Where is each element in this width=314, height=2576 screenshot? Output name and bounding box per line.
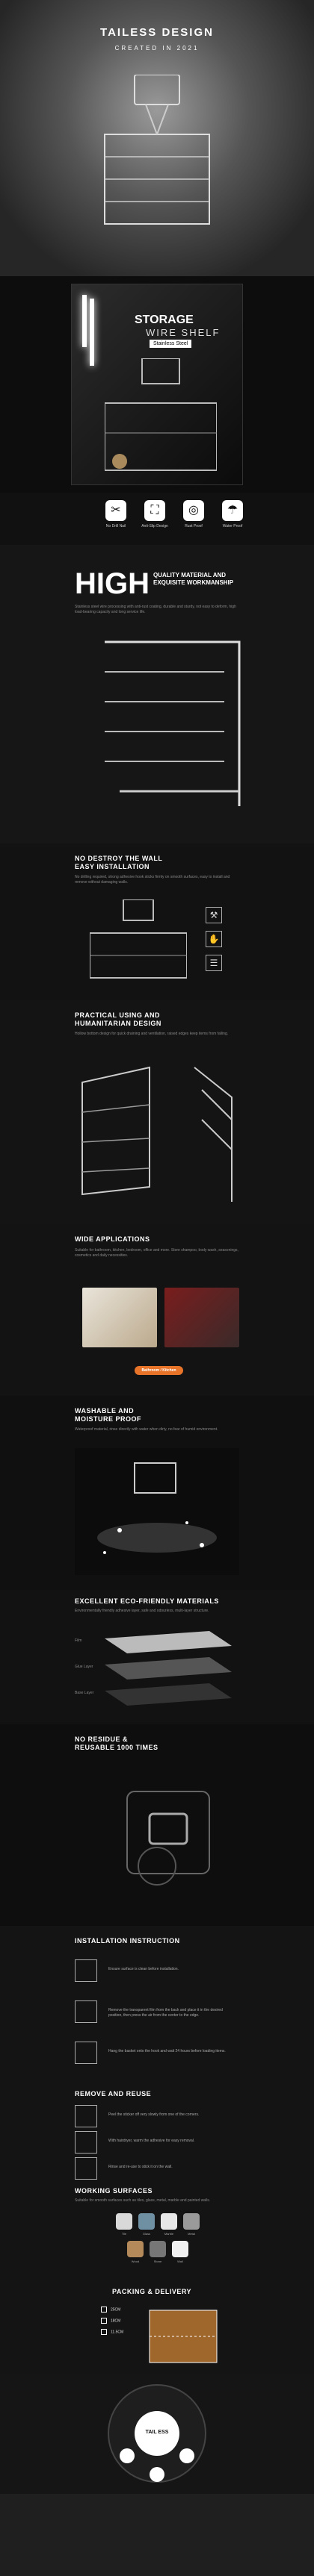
shelf-icon: ☰ bbox=[206, 955, 222, 971]
waterproof-section bbox=[0, 1396, 314, 1590]
step-text: Ensure surface is clean before installation. bbox=[108, 1967, 179, 1971]
surface-label: Stone bbox=[153, 2260, 162, 2263]
water-title-line2: MOISTURE PROOF bbox=[75, 1415, 142, 1423]
surface-swatch bbox=[161, 2213, 177, 2230]
remove-step bbox=[75, 2105, 239, 2135]
eco-text: Environmentally friendly adhesive layer, safe and odourless, multi-layer structure. bbox=[75, 1609, 209, 1613]
pack-size bbox=[101, 2329, 123, 2335]
bottom-brand-label: TAIL ESS bbox=[145, 2430, 169, 2435]
quality-title bbox=[153, 572, 233, 587]
surface-label: Metal bbox=[188, 2232, 195, 2236]
water-title bbox=[75, 1407, 141, 1423]
pack-size-label: 25CM bbox=[111, 2307, 121, 2313]
design-section bbox=[0, 1000, 314, 1224]
applications-section bbox=[0, 1224, 314, 1396]
features-row bbox=[0, 493, 314, 545]
step-image bbox=[75, 2000, 97, 2023]
feature-label: No Drill Nail bbox=[105, 524, 126, 528]
quality-title-line1: QUALITY MATERIAL AND bbox=[153, 572, 227, 578]
surface-label: Tile bbox=[121, 2232, 127, 2236]
remove-step bbox=[75, 2131, 239, 2161]
surfaces-title: WORKING SURFACES bbox=[75, 2187, 153, 2195]
layers-diagram bbox=[105, 1631, 232, 1713]
bottom-brand-section bbox=[0, 2374, 314, 2494]
surface-label: Glass bbox=[142, 2232, 151, 2236]
high-heading: HIGH bbox=[75, 567, 150, 600]
feature-item bbox=[175, 500, 212, 528]
shelf-photo bbox=[105, 358, 217, 478]
surfaces-section bbox=[0, 2180, 314, 2284]
waterproof-icon: ☂ bbox=[222, 500, 243, 521]
rust-proof-icon: ◎ bbox=[183, 500, 204, 521]
box-icon bbox=[101, 2307, 107, 2313]
surface-swatch bbox=[116, 2213, 132, 2230]
feature-label: Rust Proof bbox=[185, 524, 203, 528]
feature-item bbox=[136, 500, 173, 528]
step-image bbox=[75, 2157, 97, 2180]
surface-swatch bbox=[138, 2213, 155, 2230]
water-splash-image bbox=[75, 1448, 239, 1575]
applications-button[interactable]: Bathroom / Kitchen bbox=[135, 1366, 183, 1375]
install-step bbox=[75, 2042, 239, 2071]
anti-slip-icon: ⛶ bbox=[144, 500, 165, 521]
design-title bbox=[75, 1011, 161, 1028]
remove-title: REMOVE AND REUSE bbox=[75, 2090, 152, 2098]
surface-label: Wall bbox=[177, 2260, 183, 2263]
feature-item bbox=[214, 500, 251, 528]
feature-label: Water Proof bbox=[222, 524, 243, 528]
destroy-title-line1: NO DESTROY THE WALL bbox=[75, 855, 163, 862]
water-text: Waterproof material, rinse directly with water when dirty, no fear of humid environment. bbox=[75, 1427, 218, 1432]
step-image bbox=[75, 2042, 97, 2064]
material-badge: Stainless Steel bbox=[150, 340, 191, 348]
kitchen-photo bbox=[164, 1288, 239, 1347]
installation-section bbox=[0, 1926, 314, 2090]
step-image bbox=[75, 2105, 97, 2127]
pack-size bbox=[101, 2318, 120, 2324]
package-image bbox=[142, 2303, 224, 2366]
destroy-title-line2: EASY INSTALLATION bbox=[75, 863, 150, 870]
shelf-closeup-image bbox=[97, 627, 247, 821]
remove-section bbox=[0, 2090, 314, 2180]
quality-title-line2: EXQUISITE WORKMANSHIP bbox=[153, 579, 234, 586]
step-image bbox=[75, 2131, 97, 2154]
design-title-line1: PRACTICAL USING AND bbox=[75, 1011, 161, 1019]
surface-label: Marble bbox=[164, 2232, 174, 2236]
installation-feature-section bbox=[0, 843, 314, 1000]
water-title-line1: WASHABLE AND bbox=[75, 1407, 135, 1415]
wire-shelf-image bbox=[101, 75, 213, 254]
step-text: Remove the transparent film from the back and place it in the desired position, then press the air from the center to the edge. bbox=[108, 2008, 223, 2018]
surface-swatch bbox=[150, 2241, 166, 2257]
residue-section bbox=[0, 1724, 314, 1926]
quality-text: Stainless steel wire processing with anti-rust coating, durable and sturdy, not easy to deform, high load-bearing capacity and long service life. bbox=[75, 605, 236, 614]
box-icon bbox=[101, 2329, 107, 2335]
hammer-icon: ⚒ bbox=[206, 907, 222, 923]
step-text: Hang the basket onto the hook and wait 24 hours before loading items. bbox=[108, 2049, 226, 2053]
layer-label: Film bbox=[75, 1638, 82, 1643]
eco-section bbox=[0, 1590, 314, 1724]
feature-item bbox=[97, 500, 135, 528]
destroy-text: No drilling required, strong adhesive hook sticks firmly on smooth surfaces, easy to install and remove without damaging walls. bbox=[75, 875, 230, 885]
box-icon bbox=[101, 2318, 107, 2324]
design-text: Hollow bottom design for quick draining and ventilation, raised edges keep items from falling. bbox=[75, 1032, 229, 1036]
packing-section bbox=[0, 2284, 314, 2374]
light-bar bbox=[82, 295, 87, 347]
install-step bbox=[75, 2000, 239, 2030]
apps-title: WIDE APPLICATIONS bbox=[75, 1235, 150, 1243]
residue-title-line2: REUSABLE 1000 TIMES bbox=[75, 1744, 158, 1751]
residue-title-line1: NO RESIDUE & bbox=[75, 1735, 129, 1743]
layer-label: Base Layer bbox=[75, 1691, 94, 1695]
storage-title-section bbox=[0, 276, 314, 493]
hand-icon: ✋ bbox=[206, 931, 222, 947]
brand-title: TAILESS DESIGN bbox=[100, 26, 214, 39]
packing-title: PACKING & DELIVERY bbox=[112, 2288, 192, 2295]
eco-title: EXCELLENT ECO-FRIENDLY MATERIALS bbox=[75, 1597, 219, 1605]
screw-free-icon: ✂ bbox=[105, 500, 126, 521]
design-title-line2: HUMANITARIAN DESIGN bbox=[75, 1020, 161, 1027]
step-text: Rinse and re-use to stick it on the wall. bbox=[108, 2165, 173, 2169]
destroy-title bbox=[75, 855, 162, 871]
surface-swatch bbox=[127, 2241, 144, 2257]
install-step bbox=[75, 1959, 239, 1989]
surface-swatch bbox=[172, 2241, 188, 2257]
step-image bbox=[75, 1959, 97, 1982]
title-wire-shelf: WIRE SHELF bbox=[146, 327, 221, 338]
feature-label: Anti-Slip Design bbox=[141, 524, 168, 528]
surface-label: Wood bbox=[131, 2260, 140, 2263]
pack-size-label: 18CM bbox=[111, 2318, 121, 2324]
residue-title bbox=[75, 1735, 158, 1752]
apps-text: Suitable for bathroom, kitchen, bedroom, office and more. Store shampoo, body wash, seasonings, cosmetics and daily necessities. bbox=[75, 1248, 238, 1258]
install-title: INSTALLATION INSTRUCTION bbox=[75, 1937, 180, 1945]
layer-label: Glue Layer bbox=[75, 1665, 93, 1669]
pack-size bbox=[101, 2307, 120, 2313]
shelf-mounted-image bbox=[90, 899, 187, 982]
pack-size-label: 11.5CM bbox=[111, 2330, 124, 2335]
surfaces-text: Suitable for smooth surfaces such as tiles, glass, metal, marble and painted walls. bbox=[75, 2198, 211, 2203]
surface-swatch bbox=[183, 2213, 200, 2230]
title-storage: STORAGE bbox=[135, 314, 194, 326]
shelf-detail-image bbox=[75, 1052, 239, 1202]
quality-section bbox=[0, 545, 314, 843]
bathroom-photo bbox=[82, 1288, 157, 1347]
step-text: With hairdryer, warm the adhesive for easy removal. bbox=[108, 2139, 195, 2143]
brand-subtitle: CREATED IN 2021 bbox=[114, 45, 200, 52]
light-bar bbox=[90, 299, 94, 366]
hook-closeup-image bbox=[105, 1777, 232, 1903]
hero-section bbox=[0, 0, 314, 276]
step-text: Peel the sticker off very slowly from one of the corners. bbox=[108, 2112, 200, 2117]
